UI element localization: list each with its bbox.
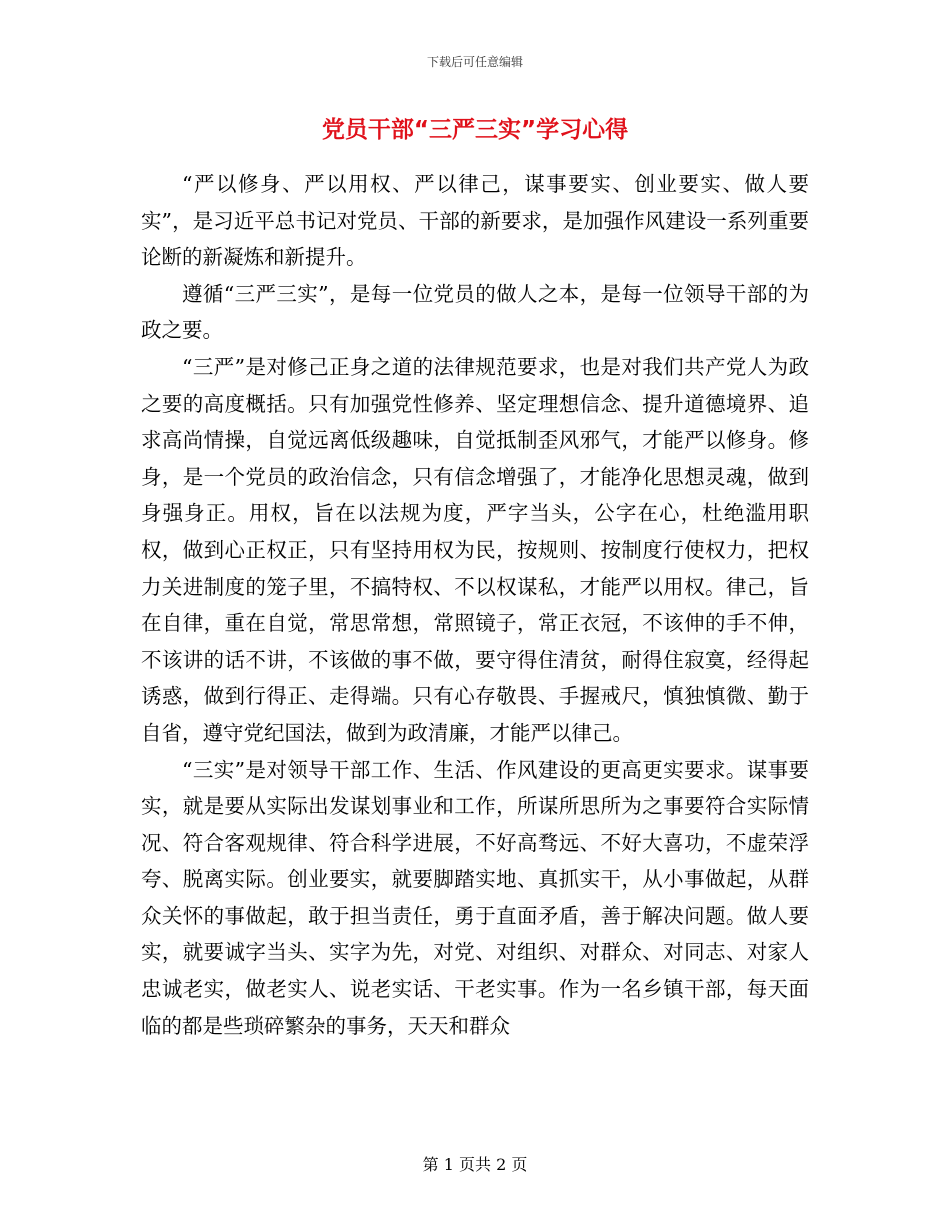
paragraph-follow: 遵循“三严三实”，是每一位党员的做人之本，是每一位领导干部的为政之要。	[141, 281, 809, 343]
page-number: 第 1 页共 2 页	[422, 1155, 528, 1174]
paragraph-three-strict: “三严”是对修己正身之道的法律规范要求，也是对我们共产党人为政之要的高度概括。只有加强党性修养、坚定理想信念、提升道德境界、追求高尚情操，自觉远离低级趣味，自觉抵制歪风邪气，才能严以修身。修身，是一个党员的政治信念，只有信念增强了，才能净化思想灵魂，做到身强身正。用权，旨在以法规为度，严字当头，公字在心，杜绝滥用职权，做到心正权正，只有坚持用权为民，按规则、按制度行使权力，把权力关进制度的笼子里，不搞特权、不以权谋私，才能严以用权。律己，旨在自律，重在自觉，常思常想，常照镜子，常正衣冠，不该伸的手不伸，不该讲的话不讲，不该做的事不做，要守得住清贫，耐得住寂寞，经得起诱惑，做到行得正、走得端。只有心存敬畏、手握戒尺，慎独慎微、勤于自省，遵守党纪国法，做到为政清廉，才能严以律己。	[141, 354, 809, 745]
page-header-note: 下载后可任意编辑	[426, 55, 523, 69]
document-title: 党员干部“三严三实”学习心得	[321, 117, 629, 143]
paragraph-three-solid: “三实”是对领导干部工作、生活、作风建设的更高更实要求。谋事要实，就是要从实际出发谋划事业和工作，所谋所思所为之事要符合实际情况、符合客观规律、符合科学进展，不好高骛远、不好大喜功，不虚荣浮夸、脱离实际。创业要实，就要脚踏实地、真抓实干，从小事做起，从群众关怀的事做起，敢于担当责任，勇于直面矛盾，善于解决问题。做人要实，就要诚字当头、实字为先，对党、对组织、对群众、对同志、对家人忠诚老实，做老实人、说老实话、干老实事。作为一名乡镇干部，每天面临的都是些琐碎繁杂的事务，天天和群众	[141, 757, 809, 1038]
document-body	[141, 166, 809, 1044]
paragraph-intro: “严以修身、严以用权、严以律己，谋事要实、创业要实、做人要实”，是习近平总书记对党员、干部的新要求，是加强作风建设一系列重要论断的新凝炼和新提升。	[141, 172, 809, 270]
